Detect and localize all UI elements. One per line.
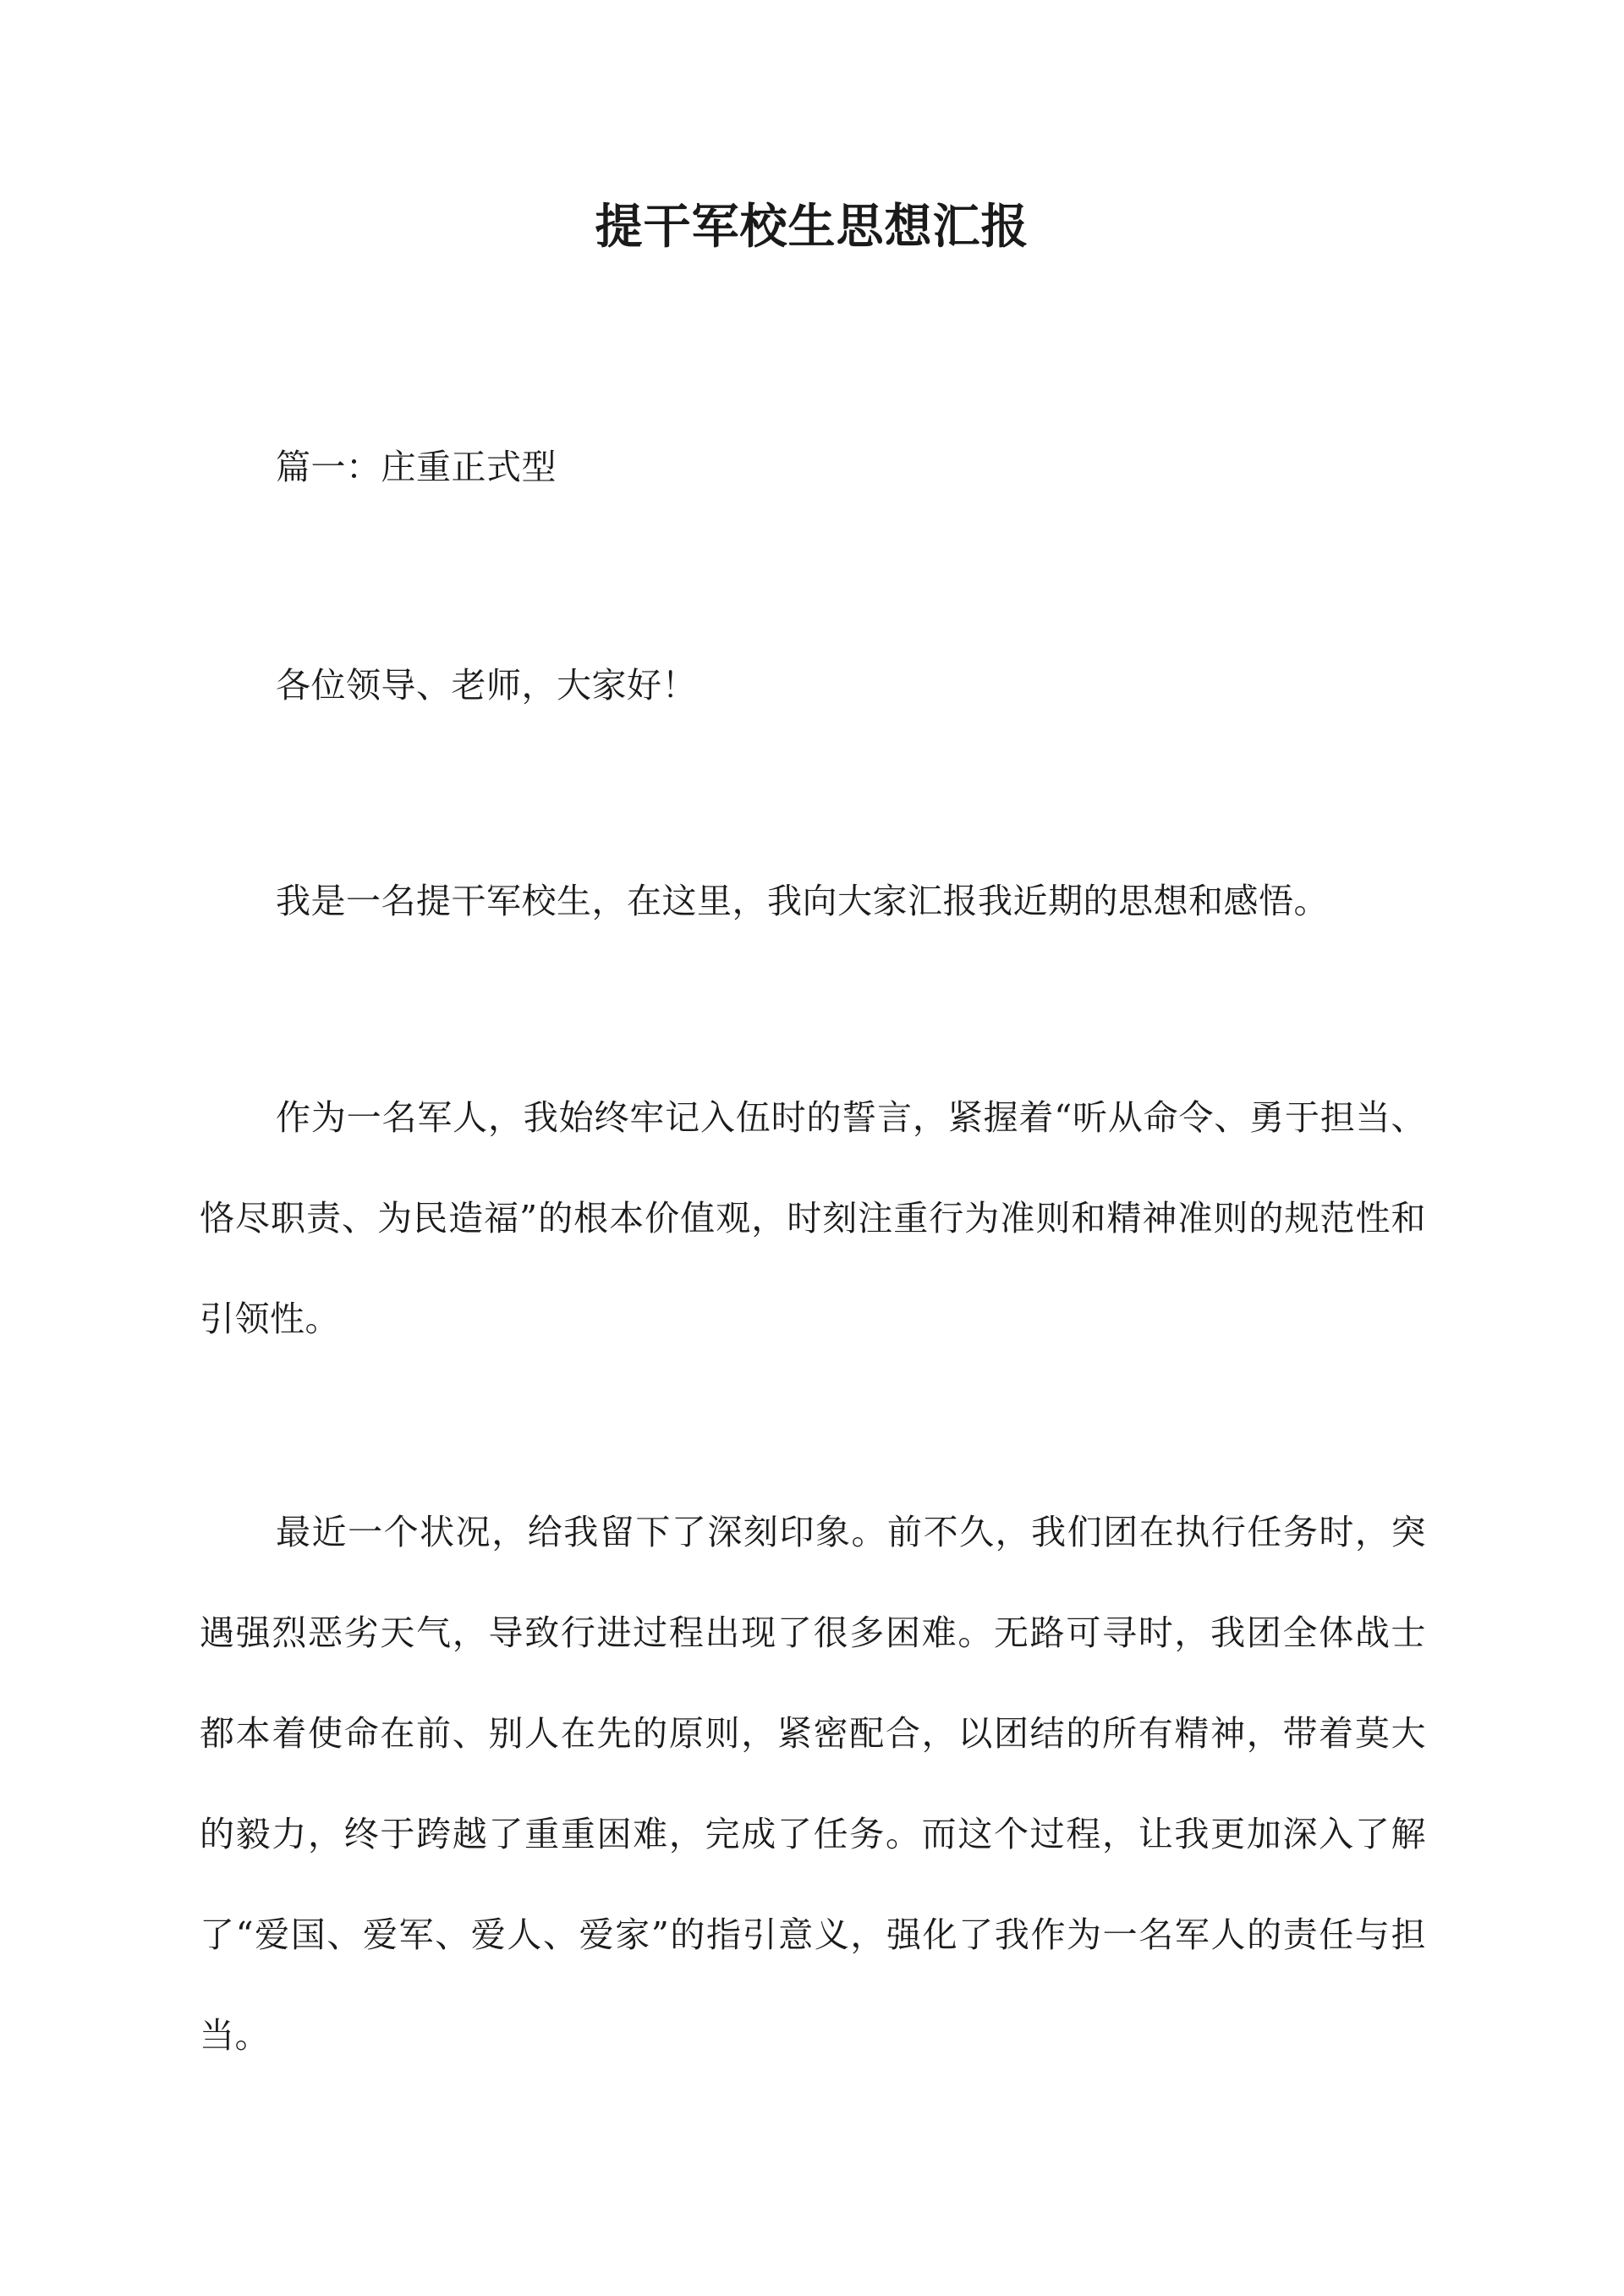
document-title: 提干军校生思想汇报 — [595, 199, 1029, 255]
intro-paragraph: 我是一名提干军校生，在这里，我向大家汇报我近期的思想和感悟。 — [276, 881, 1329, 921]
experience-paragraph: 最近一个状况，给我留下了深刻印象。前不久，我们团在执行任务时，突遇强烈恶劣天气，导致行进过程出现了很多困难。无路可寻时，我团全体战士都本着使命在前、别人在先的原则，紧密配合，以团结的所有精神，带着莫大的毅力，终于跨越了重重困难，完成了任务。而这个过程，让我更加深入了解了“爱国、爱军、爱人、爱家”的指引意义，强化了我作为一名军人的责任与担当。 — [200, 1512, 1426, 2056]
values-paragraph: 作为一名军人，我始终牢记入伍时的誓言，紧握着“听从命令、勇于担当、恪尽职责、为民造福”的根本价值观，时刻注重行为准则和精神准则的规范性和引领性。 — [200, 1097, 1426, 1339]
section-heading: 篇一：庄重正式型 — [276, 447, 557, 487]
greeting-paragraph: 各位领导、老师，大家好！ — [276, 665, 697, 706]
